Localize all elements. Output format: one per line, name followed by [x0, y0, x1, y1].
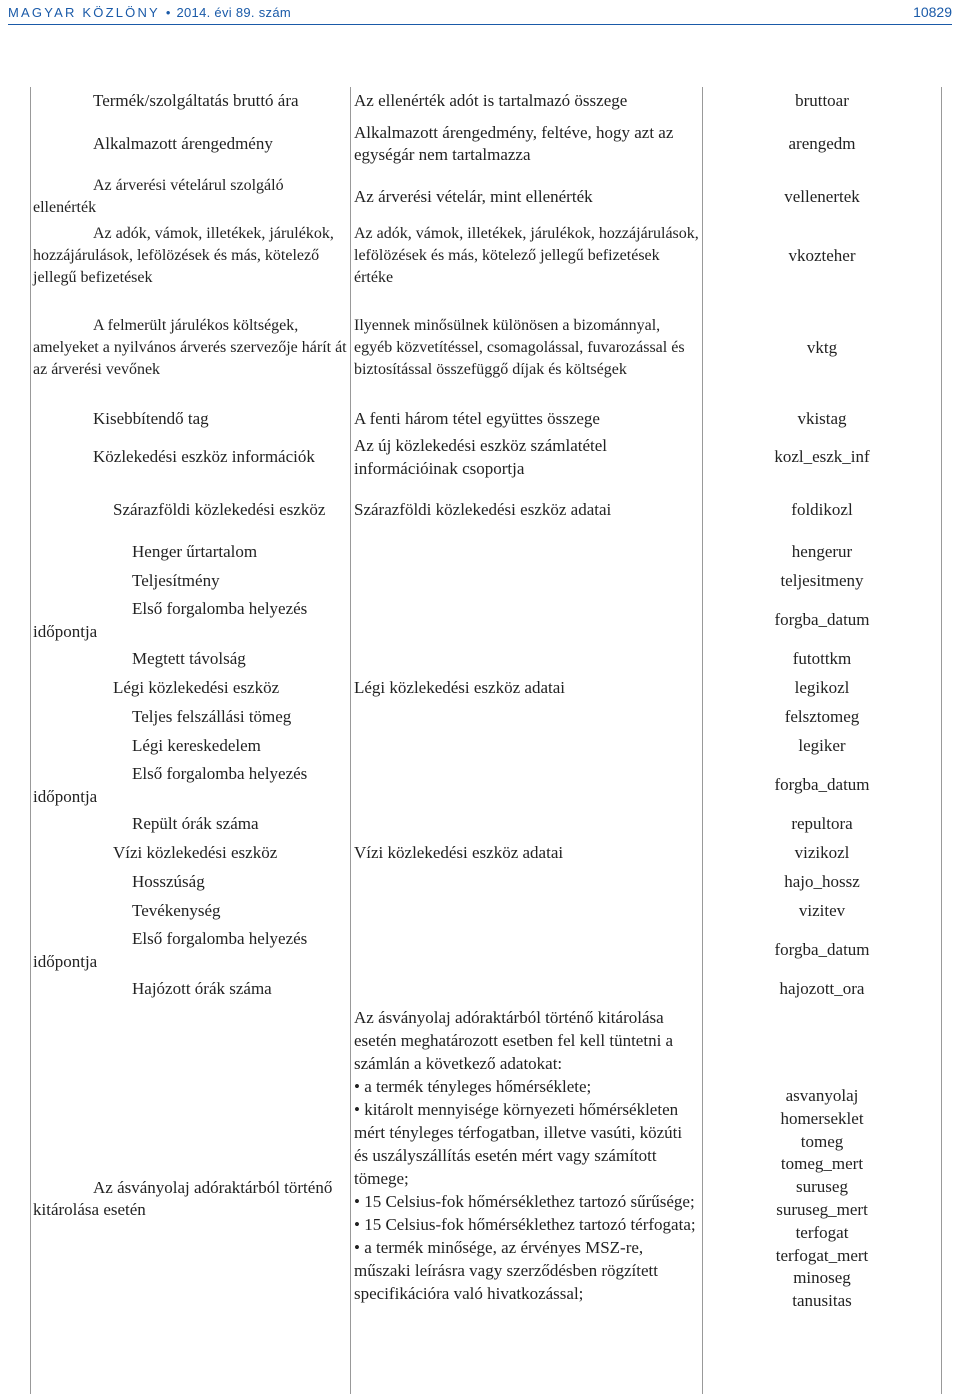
field-description: Henger űrtartalom	[31, 538, 351, 567]
tag-item: tomeg_mert	[780, 1154, 864, 1174]
list-item: • a termék tényleges hőmérséklete;	[354, 1077, 592, 1096]
table-row	[31, 291, 942, 405]
field-tag: vellenertek	[703, 173, 942, 221]
table-row	[31, 645, 942, 674]
field-description: Első forgalomba helyezés időpontja	[31, 761, 351, 810]
table-row	[31, 1004, 942, 1394]
field-tag: felsztomeg	[703, 703, 942, 732]
tag-item: minoseg	[793, 1268, 851, 1288]
field-description: Első forgalomba helyezés időpontja	[31, 926, 351, 975]
table-row	[31, 567, 942, 596]
field-meaning: Az ellenérték adót is tartalmazó összege	[351, 87, 703, 115]
field-meaning	[351, 703, 703, 732]
field-tag: kozl_eszk_inf	[703, 433, 942, 482]
table-row	[31, 810, 942, 839]
field-description: Légi kereskedelem	[31, 732, 351, 761]
field-description: Közlekedési eszköz információk	[31, 433, 351, 482]
table-row	[31, 761, 942, 810]
field-description: Tevékenység	[31, 897, 351, 926]
field-description: Hosszúság	[31, 868, 351, 897]
field-tag: vktg	[703, 291, 942, 405]
table-row	[31, 868, 942, 897]
issue-info: 2014. évi 89. szám	[176, 5, 292, 20]
table-row	[31, 975, 942, 1004]
field-tag	[703, 1004, 942, 1394]
table-row	[31, 173, 942, 221]
field-tag: vkistag	[703, 405, 942, 433]
field-tag: hengerur	[703, 538, 942, 567]
separator-dot: •	[165, 5, 171, 20]
field-meaning: Ilyennek minősülnek különösen a bizománnyal, egyéb közvetítéssel, csomagolással, fuvarozással és biztosítással összefüggő díjak és költségek	[351, 291, 703, 405]
list-item: • kitárolt mennyisége környezeti hőmérsékleten mért tényleges térfogatban, illetve vasúti, közúti és uszályszállítás esetén mért vagy számított tömege;	[354, 1100, 683, 1188]
list-item: • a termék minősége, az érvényes MSZ-re, műszaki leírásra vagy szerződésben rögzített specifikációra való hivatkozással;	[354, 1238, 658, 1303]
field-description: Alkalmazott árengedmény	[31, 115, 351, 173]
field-description: Légi közlekedési eszköz	[31, 674, 351, 703]
tag-item: terfogat	[795, 1222, 849, 1242]
field-meaning	[351, 596, 703, 645]
table-row	[31, 538, 942, 567]
field-tag: bruttoar	[703, 87, 942, 115]
field-meaning	[351, 975, 703, 1004]
tag-item: tomeg	[800, 1131, 844, 1151]
list-item: • 15 Celsius-fok hőmérséklethez tartozó térfogata;	[354, 1215, 696, 1234]
field-description: Teljesítmény	[31, 567, 351, 596]
petroleum-tags	[705, 1085, 939, 1313]
petroleum-details	[354, 1006, 700, 1305]
field-meaning	[351, 761, 703, 810]
list-item: • 15 Celsius-fok hőmérséklethez tartozó sűrűsége;	[354, 1192, 695, 1211]
field-description: Első forgalomba helyezés időpontja	[31, 596, 351, 645]
table-row	[31, 596, 942, 645]
field-tag: legiker	[703, 732, 942, 761]
field-meaning	[351, 538, 703, 567]
field-description: Megtett távolság	[31, 645, 351, 674]
table-row	[31, 221, 942, 291]
field-tag: repultora	[703, 810, 942, 839]
field-meaning	[351, 645, 703, 674]
table-row	[31, 405, 942, 433]
field-tag: vkozteher	[703, 221, 942, 291]
field-description: Az adók, vámok, illetékek, járulékok, hozzájárulások, lefölözések és más, kötelező jellegű befizetések	[31, 221, 351, 291]
field-meaning	[351, 567, 703, 596]
field-tag: legikozl	[703, 674, 942, 703]
tag-item: tanusitas	[792, 1291, 852, 1311]
tag-item: suruseg_mert	[776, 1200, 868, 1219]
table-row	[31, 115, 942, 173]
table-row	[31, 839, 942, 868]
field-meaning: Az árverési vételár, mint ellenérték	[351, 173, 703, 221]
field-description: Vízi közlekedési eszköz	[31, 839, 351, 868]
tag-item: suruseg	[796, 1177, 848, 1197]
field-meaning: Az új közlekedési eszköz számlatétel információinak csoportja	[351, 433, 703, 482]
table-row	[31, 87, 942, 115]
table-row	[31, 732, 942, 761]
table-row	[31, 703, 942, 732]
table-row	[31, 482, 942, 538]
field-tag: hajo_hossz	[703, 868, 942, 897]
field-meaning: Szárazföldi közlekedési eszköz adatai	[351, 482, 703, 538]
invoice-data-table	[30, 87, 942, 1394]
field-tag: vizikozl	[703, 839, 942, 868]
field-meaning	[351, 1004, 703, 1394]
table-row	[31, 926, 942, 975]
journal-name: MAGYAR KÖZLÖNY	[8, 5, 160, 20]
field-meaning	[351, 926, 703, 975]
header-rule	[8, 24, 952, 25]
field-meaning: Az adók, vámok, illetékek, járulékok, hozzájárulások, lefölözések és más, kötelező jellegű befizetések értéke	[351, 221, 703, 291]
field-description: Az ásványolaj adóraktárból történő kitárolása esetén	[31, 1004, 351, 1394]
field-tag: foldikozl	[703, 482, 942, 538]
field-description: Hajózott órák száma	[31, 975, 351, 1004]
field-meaning	[351, 732, 703, 761]
field-description: Az árverési vételárul szolgáló ellenérték	[31, 173, 351, 221]
field-meaning: Légi közlekedési eszköz adatai	[351, 674, 703, 703]
field-tag: hajozott_ora	[703, 975, 942, 1004]
field-tag: futottkm	[703, 645, 942, 674]
table-row	[31, 674, 942, 703]
table-row	[31, 433, 942, 482]
tag-item: terfogat_mert	[775, 1245, 869, 1265]
tag-item: asvanyolaj	[785, 1086, 859, 1106]
field-meaning	[351, 810, 703, 839]
journal-title	[8, 5, 291, 20]
field-tag: arengedm	[703, 115, 942, 173]
field-meaning	[351, 897, 703, 926]
table-row	[31, 897, 942, 926]
field-meaning: A fenti három tétel együttes összege	[351, 405, 703, 433]
petroleum-intro: Az ásványolaj adóraktárból történő kitárolása esetén meghatározott esetben fel kell tüntetni a számlán a következő adatokat:	[354, 1008, 674, 1073]
field-tag: vizitev	[703, 897, 942, 926]
field-tag: forgba_datum	[703, 761, 942, 810]
field-description: Termék/szolgáltatás bruttó ára	[31, 87, 351, 115]
page-number: 10829	[913, 4, 952, 20]
field-meaning	[351, 868, 703, 897]
field-description: Repült órák száma	[31, 810, 351, 839]
tag-item: homerseklet	[780, 1108, 864, 1128]
field-meaning: Vízi közlekedési eszköz adatai	[351, 839, 703, 868]
field-description: Szárazföldi közlekedési eszköz	[31, 482, 351, 538]
field-tag: forgba_datum	[703, 926, 942, 975]
page-header	[0, 0, 960, 28]
field-description: A felmerült járulékos költségek, amelyeket a nyilvános árverés szervezője hárít át az árverési vevőnek	[31, 291, 351, 405]
field-tag: teljesitmeny	[703, 567, 942, 596]
field-tag: forgba_datum	[703, 596, 942, 645]
field-description: Teljes felszállási tömeg	[31, 703, 351, 732]
field-meaning: Alkalmazott árengedmény, feltéve, hogy azt az egységár nem tartalmazza	[351, 115, 703, 173]
field-description: Kisebbítendő tag	[31, 405, 351, 433]
